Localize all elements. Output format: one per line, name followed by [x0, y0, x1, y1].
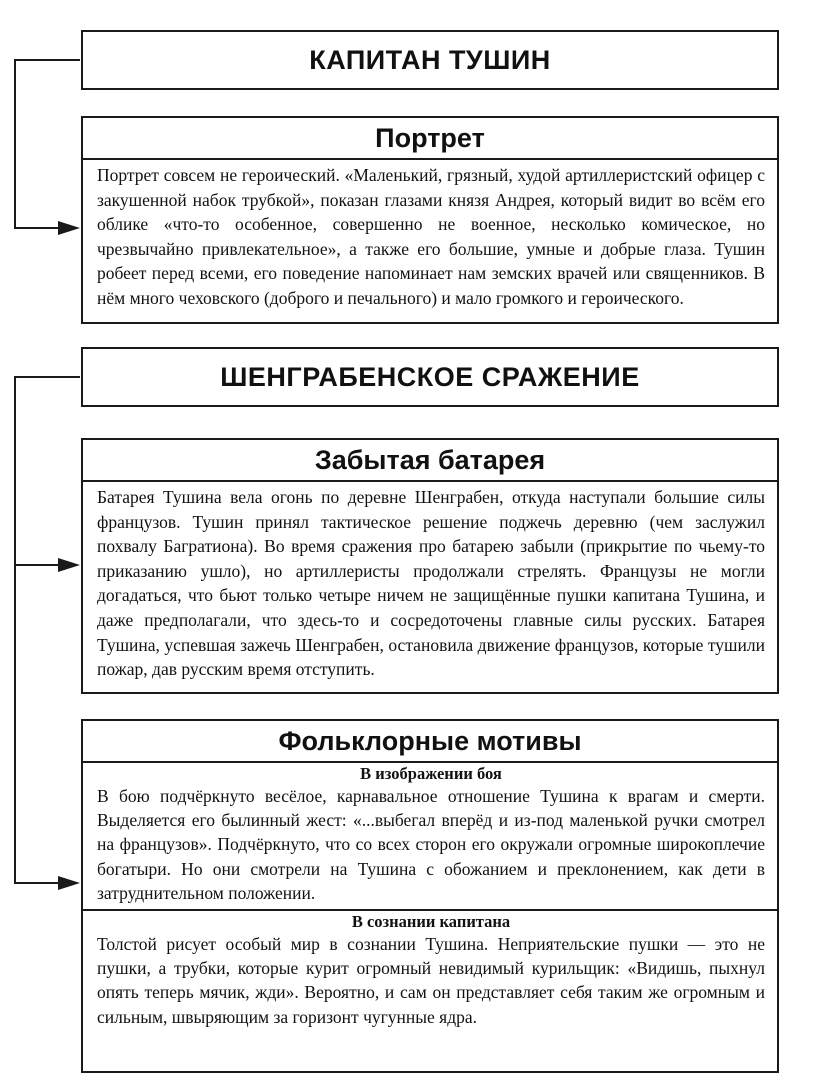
battery-heading: Забытая батарея [83, 440, 777, 482]
portrait-heading: Портрет [83, 118, 777, 160]
main-title-battle: ШЕНГРАБЕНСКОЕ СРАЖЕНИЕ [220, 361, 640, 392]
main-title-captain: КАПИТАН ТУШИН [309, 44, 551, 75]
arrow-head-folklore [58, 876, 80, 890]
connector-line-portrait [15, 60, 80, 228]
battle-text: В бою подчёркнуто весёлое, карнавальное отношение Тушина к врагам и смерти. Выделяется его былинный жест: «...выбегал вперёд и из-под маленькой ручки смотрел на французов». Подчёркнуто, что со всех сторон его окружали огромные широкоплечие богатыри. Но они смотрели на Тушина с обожанием и преклонением, как дети в затруднительном положении. [97, 786, 765, 903]
folklore-heading: Фольклорные мотивы [83, 721, 777, 763]
title-box-captain-tushin [81, 30, 779, 90]
mind-text: Толстой рисует особый мир в сознании Тушина. Неприятельские пушки — это не пушки, а трубки, которые курит огромный невидимый курильщик: «Видишь, пыхнул опять теперь мячик, жди». Вероятно, и сам он представляет себя таким же огромным и сильным, швыряющим за горизонт чугунные ядра. [97, 934, 765, 1027]
arrow-head-battery [58, 558, 80, 572]
connector-line-folklore [15, 565, 58, 883]
arrow-head-portrait [58, 221, 80, 235]
portrait-section [81, 116, 779, 324]
folklore-section [81, 719, 779, 1073]
title-box-schoengrabern [81, 347, 779, 407]
battery-section [81, 438, 779, 694]
battery-text: Батарея Тушина вела огонь по деревне Шенграбен, откуда наступали большие силы французов. Тушин принял тактическое решение поджечь деревню (чем заслужил похвалу Багратиона). Во время сражения про батарею забыли (прикрытие по чьему-то приказанию ушло), но артиллеристы продолжали стрелять. Французы не могли догадаться, что бьют только четыре ничем не защищённые пушки капитана Тушина, и даже предполагали, что здесь-то и сосредоточены главные силы русских. Батарея Тушина, успевшая зажечь Шенграбен, остановила движение французов, которые тушили пожар, дав русским время отступить. [97, 487, 765, 680]
connector-line-battery [15, 377, 80, 565]
subsection-divider [83, 909, 777, 911]
portrait-text: Портрет совсем не героический. «Маленький, грязный, худой артиллеристский офицер с закушенной набок трубкой», показан глазами князя Андрея, который видит во всём его облике «что-то особенное, совершенно не военное, несколько комическое, но чрезвычайно привлекательное», а также его большие, умные и добрые глаза. Тушин робеет перед всеми, его поведение напоминает нам земских врачей или священников. В нём много чеховского (доброго и печального) и мало громкого и героического. [97, 165, 765, 308]
battle-subsection [83, 764, 777, 905]
mind-subsection [83, 912, 777, 1029]
battle-subheading: В изображении боя [360, 764, 502, 783]
mind-subheading: В сознании капитана [351, 912, 511, 932]
